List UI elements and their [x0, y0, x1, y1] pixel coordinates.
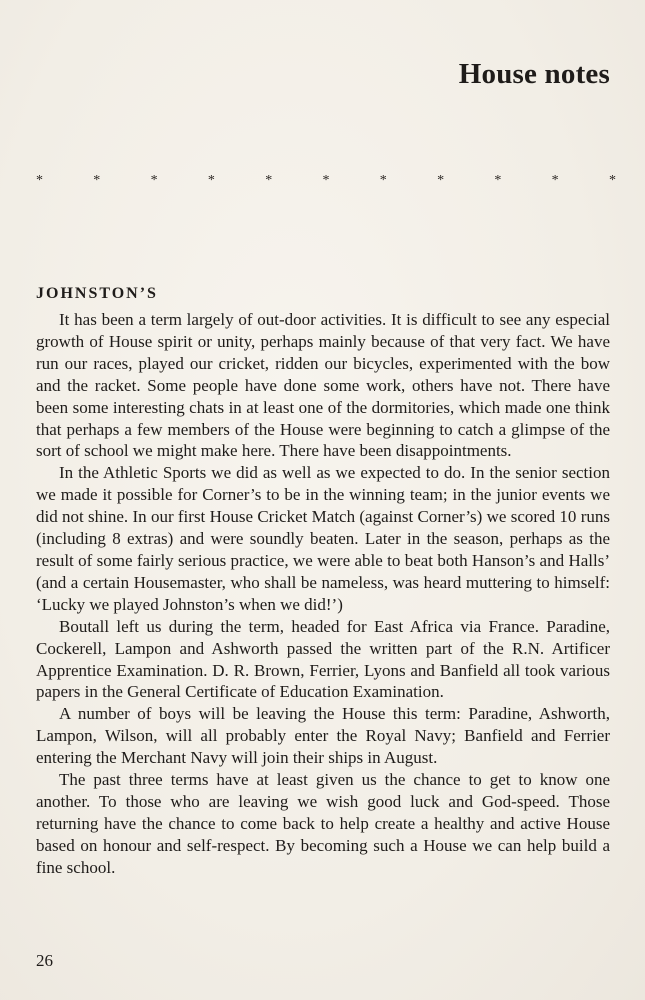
star-glyph: * — [379, 173, 387, 188]
paragraph-2: In the Athletic Sports we did as well as we expected to do. In the senior section we made it possible for Corner’s to be in the winning team; in the junior events we did not shine. In our first House Cricket Match (against Corner’s) we scored 10 runs (including 8 extras) and were soundly beaten. Later in the season, perhaps as the result of some fairly serious practice, we were able to beat both Hanson’s and Halls’ (and a certain Housemaster, who shall be nameless, was heard muttering to himself: ‘Lucky we played Johnston’s when we did!’) — [36, 463, 610, 614]
star-glyph: * — [150, 173, 158, 188]
section-heading: JOHNSTON’S — [36, 285, 158, 302]
star-glyph: * — [36, 173, 43, 188]
page-number: 26 — [36, 951, 53, 970]
star-divider — [36, 174, 616, 188]
star-glyph: * — [494, 173, 502, 188]
paragraph-1: It has been a term largely of out-door activities. It is difficult to see any especial growth of House spirit or unity, perhaps mainly because of that very fact. We have run our races, played our cricket, ridden our bicycles, experimented with the bow and the racket. Some people have done some work, others have not. There have been some interesting chats in at least one of the dormitories, which made one think that perhaps a few members of the House were beginning to catch a glimpse of the sort of school we might make here. There have been disappointments. — [36, 310, 610, 461]
star-glyph: * — [608, 173, 616, 188]
star-glyph: * — [551, 173, 559, 188]
paragraph-5: The past three terms have at least given us the chance to get to know one another. To those who are leaving we wish good luck and God-speed. Those returning have the chance to come back to help create a healthy and active House based on honour and self-respect. By becoming such a House we can help build a fine school. — [36, 770, 610, 877]
star-glyph: * — [437, 173, 445, 188]
star-glyph: * — [207, 173, 215, 188]
paragraph-3: Boutall left us during the term, headed for East Africa via France. Paradine, Cockerell, Lampon and Ashworth passed the written part of the R.N. Artificer Apprentice Examination. D. R. Brown, Ferrier, Lyons and Banfield all took various papers in the General Certificate of Education Examination. — [36, 616, 610, 702]
section-body — [36, 309, 610, 879]
star-glyph: * — [265, 173, 273, 188]
page-title: House notes — [458, 58, 610, 90]
paragraph-4: A number of boys will be leaving the House this term: Paradine, Ashworth, Lampon, Wilson, will all probably enter the Royal Navy; Banfield and Ferrier entering the Merchant Navy will join their ships in August. — [36, 704, 610, 768]
star-glyph: * — [93, 173, 101, 188]
star-glyph: * — [322, 173, 330, 188]
